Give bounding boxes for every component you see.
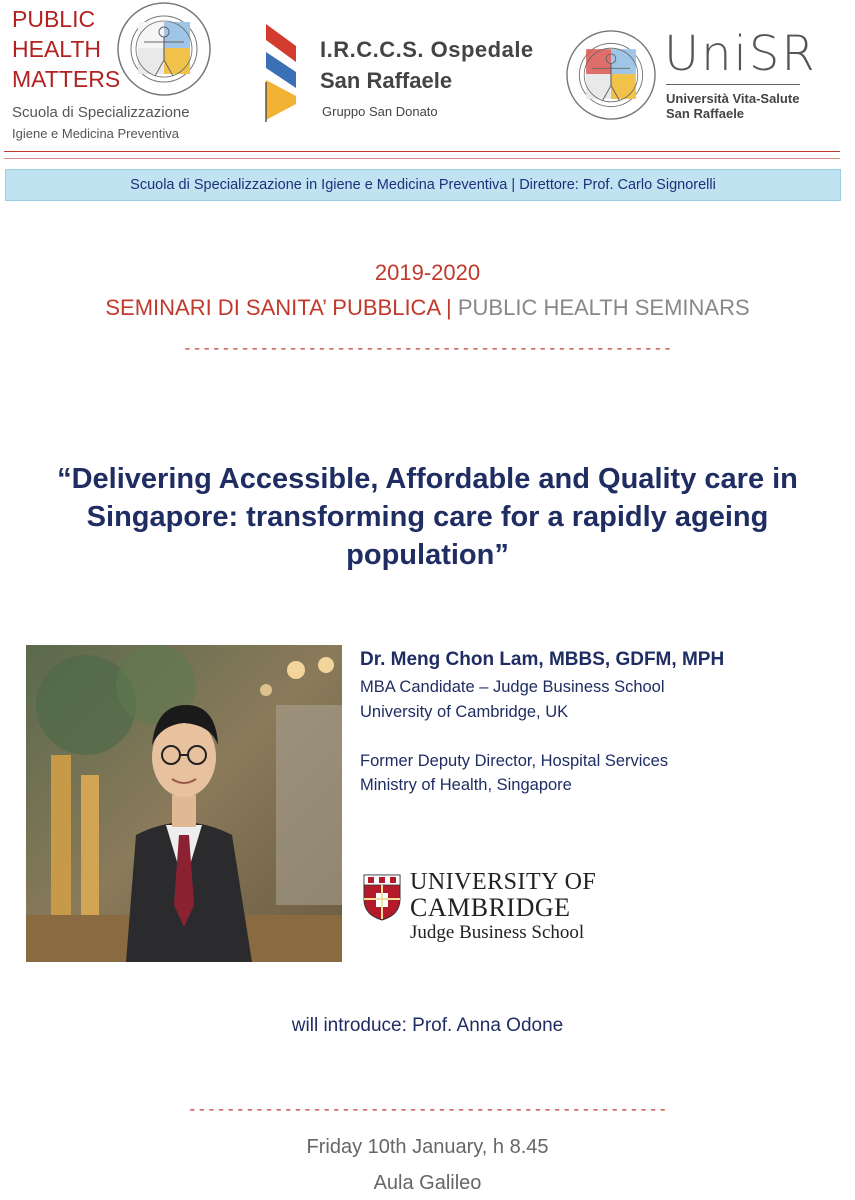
school-banner: Scuola di Specializzazione in Igiene e Medicina Preventiva | Direttore: Prof. Carlo Signorelli: [5, 169, 841, 201]
unisr-name-line1: Università Vita-Salute: [666, 91, 800, 106]
event-date: Friday 10th January, h 8.45: [306, 1136, 549, 1158]
cambridge-logo-line3: Judge Business School: [410, 922, 585, 943]
phm-title-line1: PUBLIC: [12, 6, 96, 32]
seminar-series-title: [0, 295, 855, 321]
irccs-flame-icon: [262, 22, 302, 122]
talk-title: “Delivering Accessible, Affordable and Quality care in Singapore: transforming care for a rapidly ageing population”: [57, 463, 798, 571]
speaker-photo: [26, 645, 342, 962]
speaker-name: Dr. Meng Chon Lam, MBBS, GDFM, MPH: [360, 649, 725, 670]
unisr-divider: [666, 84, 800, 85]
series-title-english: PUBLIC HEALTH SEMINARS: [457, 295, 750, 320]
phm-title-line3: MATTERS: [12, 66, 121, 92]
header-rule-thin: [4, 158, 840, 159]
dashed-divider-top: ---------------------------------------------------: [182, 340, 673, 358]
speaker-role-2: University of Cambridge, UK: [360, 703, 569, 721]
cambridge-logo-line1: UNIVERSITY OF: [410, 869, 597, 895]
speaker-role-3: Former Deputy Director, Hospital Services: [360, 752, 669, 770]
phm-logo-text: [12, 4, 120, 94]
phm-subtitle: Scuola di Specializzazione: [12, 104, 190, 121]
speaker-role-1: MBA Candidate – Judge Business School: [360, 678, 665, 696]
phm-title-line2: HEALTH: [12, 36, 102, 62]
cambridge-logo-line2: CAMBRIDGE: [410, 893, 571, 922]
university-seal-icon: [117, 2, 211, 96]
unisr-wordmark: UniSR: [664, 26, 817, 82]
irccs-name-line2: San Raffaele: [320, 68, 453, 93]
dashed-divider-bottom: --------------------------------------------------: [187, 1101, 668, 1119]
academic-year: 2019-2020: [374, 260, 481, 285]
header-rule: [4, 151, 840, 152]
unisr-name-line2: San Raffaele: [666, 106, 745, 121]
unisr-seal-icon: [566, 30, 656, 120]
series-title-italian: SEMINARI DI SANITA’ PUBBLICA: [105, 295, 440, 320]
irccs-group: Gruppo San Donato: [322, 104, 438, 119]
cambridge-crest-icon: [362, 873, 402, 921]
introducer: will introduce: Prof. Anna Odone: [291, 1015, 564, 1036]
phm-subtitle-small: Igiene e Medicina Preventiva: [12, 126, 179, 141]
event-venue: Aula Galileo: [373, 1172, 482, 1194]
speaker-role-4: Ministry of Health, Singapore: [360, 776, 572, 794]
series-separator: |: [439, 295, 458, 320]
irccs-name-line1: I.R.C.C.S. Ospedale: [320, 37, 534, 62]
